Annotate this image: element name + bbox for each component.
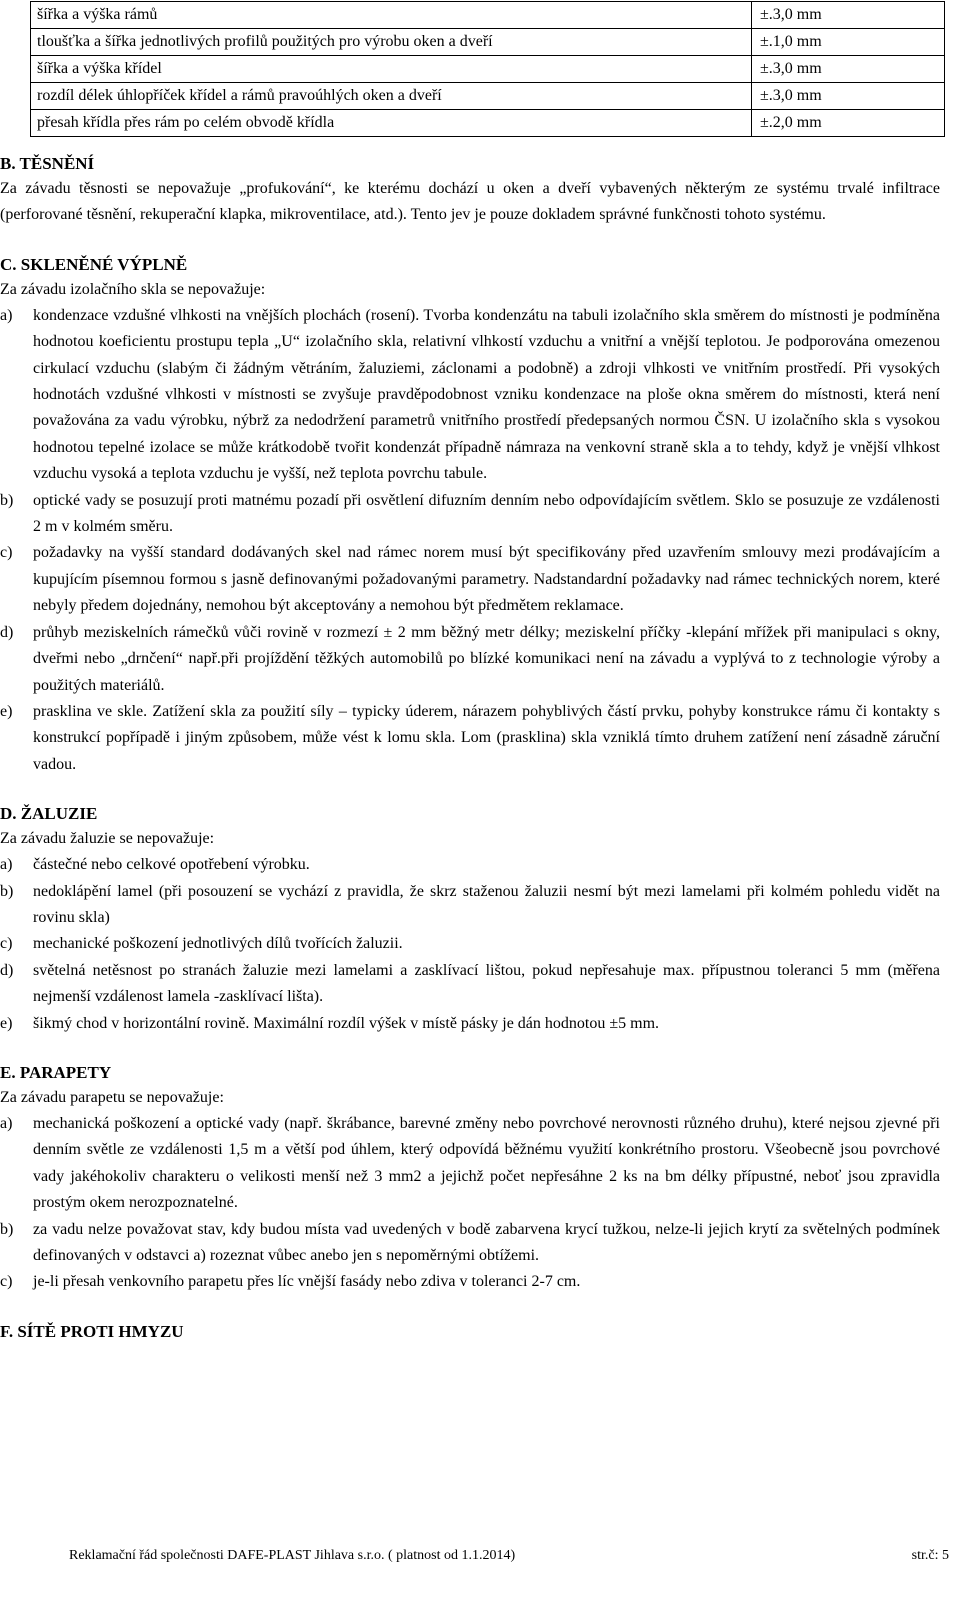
list-item-label: c) <box>0 1273 13 1291</box>
tolerance-row <box>31 83 945 110</box>
list-item-text: požadavky na vyšší standard dodávaných skel nad rámec norem musí být specifikovány před uzavřením smlouvy mezi prodávajícím a kupujícím písemnou formou s jasně definovanými požadovanými parametry. Nadstandardní požadavky nad rámec technických norem, které nebyly předem dojednány, nemohou být akceptovány a nemohou být předmětem reklamace. <box>33 544 940 615</box>
tolerance-label: šířka a výška rámů <box>31 2 752 29</box>
list-item <box>0 488 940 541</box>
list-item-label: a) <box>0 856 13 874</box>
list-item <box>0 958 940 1011</box>
list-item <box>0 1217 940 1270</box>
page-number: str.č: 5 <box>911 1548 949 1563</box>
tolerance-value: ±.3,0 mm <box>752 56 945 83</box>
list-item-label: a) <box>0 1114 13 1132</box>
list-item-text: nedoklápění lamel (při posouzení se vychází z pravidla, že skrz staženou žaluzii nesmí být mezi lamelami při kolmém pohledu vidět na rovinu skla) <box>33 882 940 926</box>
tolerance-label: rozdíl délek úhlopříček křídel a rámů pravoúhlých oken a dveří <box>31 83 752 110</box>
list-item-text: kondenzace vzdušné vlhkosti na vnějších plochách (rosení). Tvorba kondenzátu na tabuli izolačního skla směrem do místnosti je podmíněna hodnotou koeficientu prostupu tepla „U“ izolačního skla, relativní vlhkostí vzduchu a vnitřní a vnější teplotou. Je podporována omezenou cirkulací vzduchu (slabým či žádným větráním, žaluziemi, záclonami a podobně) a zdroji vlhkosti ve vnitřním prostředí. Při vysokých hodnotách vzdušné vlhkosti v místnosti se zvyšuje pravděpodobnost vzniku kondenzace na ploše okna směrem do místnosti, která není považována za vadu výrobku, nýbrž za nedodržení parametrů vnitřního prostředí předepsaných normou ČSN. U izolačního skla s vysokou hodnotou tepelné izolace se může krátkodobě tvořit kondenzát případně námraza na venkovní straně skla a to tehdy, když je vnější vlhkost vzduchu vysoká a teplota vzduchu je vyšší, než teplota povrchu tabule. <box>33 306 940 483</box>
tolerance-label: šířka a výška křídel <box>31 56 752 83</box>
tolerance-value: ±.1,0 mm <box>752 29 945 56</box>
list-item-text: za vadu nelze považovat stav, kdy budou místa vad uvedených v bodě zabarvena krycí tužkou, nelze-li jejich krytí za světelných podmínek definovaných v odstavci a) rozeznat vůbec anebo jen s nepoměrnými obtížemi. <box>33 1220 940 1264</box>
list-item <box>0 303 940 488</box>
section-f-title: F. SÍTĚ PROTI HMYZU <box>0 1321 184 1341</box>
tolerance-label: přesah křídla přes rám po celém obvodě křídla <box>31 110 752 137</box>
list-item <box>0 852 940 878</box>
section-b-text: Za závadu těsnosti se nepovažuje „profukování“, ke kterému dochází u oken a dveří vybavených některým ze systému trvalé infiltrace (perforované těsnění, rekuperační klapka, mikroventilace, atd.). Tento jev je pouze dokladem správné funkčnosti tohoto systému. <box>0 180 940 224</box>
list-item-label: b) <box>0 491 14 509</box>
tolerance-table <box>30 1 945 137</box>
list-item <box>0 1111 940 1217</box>
list-item-text: mechanické poškození jednotlivých dílů tvořících žaluzii. <box>33 935 403 953</box>
section-f <box>0 1319 940 1344</box>
list-item <box>0 620 940 699</box>
section-b-title: B. TĚSNĚNÍ <box>0 154 95 173</box>
list-item-label: a) <box>0 306 13 324</box>
section-c-list <box>0 303 940 778</box>
section-e-list <box>0 1111 940 1296</box>
list-item-text: částečné nebo celkové opotřebení výrobku. <box>33 856 310 874</box>
list-item-label: e) <box>0 702 13 720</box>
section-e-intro: Za závadu parapetu se nepovažuje: <box>0 1088 224 1106</box>
list-item <box>0 931 940 957</box>
list-item-label: c) <box>0 935 13 953</box>
section-d <box>0 801 940 1037</box>
list-item-text: je-li přesah venkovního parapetu přes líc vnější fasády nebo zdiva v toleranci 2-7 cm. <box>33 1273 581 1291</box>
section-c-title: C. SKLENĚNÉ VÝPLNĚ <box>0 254 188 274</box>
section-e-title: E. PARAPETY <box>0 1062 112 1082</box>
list-item-label: d) <box>0 961 14 979</box>
list-item-label: e) <box>0 1014 13 1032</box>
section-d-title: D. ŽALUZIE <box>0 804 98 824</box>
list-item-text: šikmý chod v horizontální rovině. Maximální rozdíl výšek v místě pásky je dán hodnotou ±5 mm. <box>33 1014 660 1032</box>
list-item-text: mechanická poškození a optické vady (např. škrábance, barevné změny nebo povrchové nerovnosti různého druhu), které nejsou zjevné při denním světle ze vzdálenosti 1,5 m a větší pod úhlem, který odpovídá běžnému využití konkrétního prostoru. Všeobecně jsou povrchové vady jakéhokoliv charakteru o velikosti menší než 3 mm2 a jejichž počet nepřesáhne 2 ks na bm délky přípustné, neboť jsou zpravidla prostým okem nerozpoznatelné. <box>33 1114 940 1212</box>
list-item-text: světelná netěsnost po stranách žaluzie mezi lamelami a zasklívací lištou, pokud nepřesahuje max. přípustnou toleranci 5 mm (měřena nejmenší vzdálenost lamela -zasklívací lišta). <box>33 961 940 1006</box>
section-c <box>0 252 940 778</box>
tolerance-row <box>31 56 945 83</box>
tolerance-label: tloušťka a šířka jednotlivých profilů použitých pro výrobu oken a dveří <box>31 29 752 56</box>
section-b <box>0 151 940 229</box>
list-item-text: optické vady se posuzují proti matnému pozadí při osvětlení difuzním denním nebo odpovídajícím světlem. Sklo se posuzuje ze vzdálenosti 2 m v kolmém směru. <box>33 491 940 536</box>
section-e <box>0 1060 940 1296</box>
section-d-list <box>0 852 940 1037</box>
tolerance-row <box>31 110 945 137</box>
list-item-label: d) <box>0 623 14 641</box>
list-item-text: prasklina ve skle. Zatížení skla za použití síly – typicky úderem, nárazem pohyblivých částí prvku, pohyby konstrukce rámu či kontakty s konstrukcí popřípadě i jiným způsobem, může vést k lomu skla. Lom (prasklina) skla vzniklá tímto druhem zatížení není zásadně záruční vadou. <box>33 702 940 773</box>
section-d-intro: Za závadu žaluzie se nepovažuje: <box>0 830 215 848</box>
list-item <box>0 1011 940 1037</box>
tolerance-row <box>31 29 945 56</box>
page-footer <box>69 1548 949 1564</box>
list-item-label: c) <box>0 544 13 562</box>
list-item <box>0 540 940 619</box>
list-item <box>0 1269 940 1295</box>
document-body <box>0 151 940 1344</box>
list-item-text: průhyb meziskelních rámečků vůči rovině v rozmezí ± 2 mm běžný metr délky; meziskelní příčky -klepání mřížek při manipulaci s okny, dveřmi nebo „drnčení“ např.při projíždění těžkých automobilů po blízké komunikaci není na závadu a vyplývá to z technologie výroby a použitých materiálů. <box>33 623 940 694</box>
list-item-label: b) <box>0 882 14 900</box>
list-item <box>0 879 940 932</box>
tolerance-value: ±.3,0 mm <box>752 83 945 110</box>
tolerance-value: ±.2,0 mm <box>752 110 945 137</box>
section-c-intro: Za závadu izolačního skla se nepovažuje: <box>0 280 266 298</box>
tolerance-value: ±.3,0 mm <box>752 2 945 29</box>
list-item-label: b) <box>0 1220 14 1238</box>
footer-text: Reklamační řád společnosti DAFE-PLAST Jihlava s.r.o. ( platnost od 1.1.2014) <box>69 1548 516 1563</box>
tolerance-row <box>31 2 945 29</box>
list-item <box>0 699 940 778</box>
